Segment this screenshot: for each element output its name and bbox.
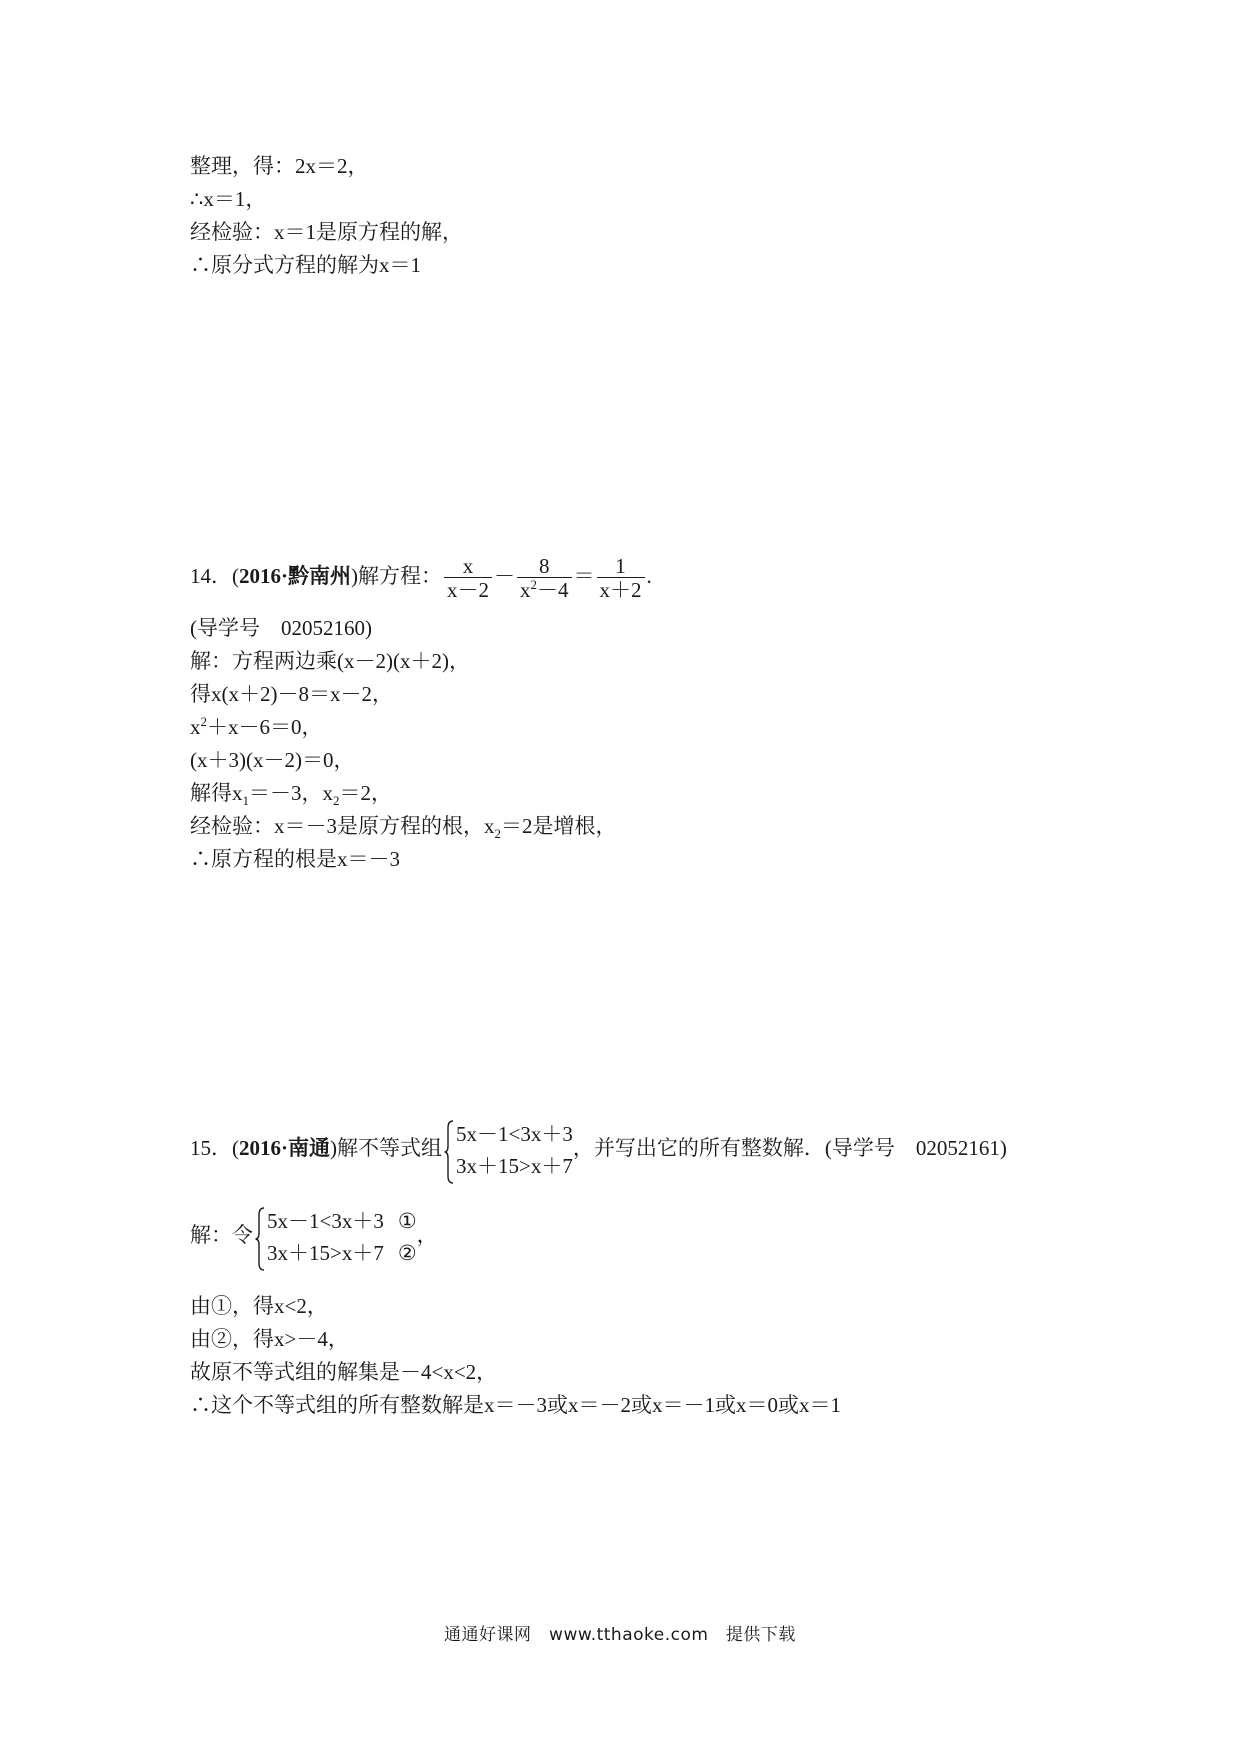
q15-inequality-system (444, 1118, 573, 1182)
left-brace-icon (444, 1120, 454, 1184)
q14-fraction-3: $\frac{1}{x+2}$ (597, 555, 645, 602)
q15-step-2: 由②，得x>－4， (190, 1327, 349, 1351)
q14-number: 14．( (190, 564, 239, 588)
q14-period: . (646, 564, 652, 588)
prev-line-3: 经检验：x＝1是原方程的解， (190, 220, 463, 244)
q15-inequality-2: 3x＋15>x＋7 (456, 1154, 573, 1178)
q14-step-1: 解：方程两边乘(x－2)(x＋2)， (190, 649, 470, 673)
q14-step-2: 得x(x＋2)－8＝x－2， (190, 682, 393, 706)
q15-number: 15．( (190, 1135, 239, 1160)
q14-step-4: (x＋3)(x－2)＝0， (190, 748, 355, 772)
prev-line-2: ∴x＝1， (190, 187, 267, 211)
q15-tail: ，并写出它的所有整数解．(导学号 02052161) (572, 1135, 1007, 1160)
q15-label: )解不等式组 (330, 1135, 443, 1160)
prev-line-1: 整理，得：2x＝2， (190, 154, 369, 178)
q14-fraction-2: $\frac{8}{x^2-4}$ (517, 555, 572, 602)
q15-step-1: 由①，得x<2， (190, 1294, 328, 1318)
page-footer: 通通好课网 www.tthaoke.com 提供下载 (444, 1625, 796, 1645)
q14-minus: － (494, 564, 516, 588)
prev-line-4: ∴原分式方程的解为x＝1 (190, 253, 421, 277)
q15-step-4: ∴这个不等式组的所有整数解是x＝－3或x＝－2或x＝－1或x＝0或x＝1 (190, 1393, 841, 1417)
q14-fraction-1: $\frac{x}{x-2}$ (444, 555, 492, 602)
q14-guide-number: (导学号 02052160) (190, 616, 372, 640)
q15-heading (190, 1118, 1007, 1182)
q14-step-5: 解得$x_1=-3$，$x_2=2$， (190, 781, 392, 809)
q14-step-6: 经检验：x＝－3是原方程的根，$x_2=2$是增根， (190, 814, 617, 842)
q15-inequality-1: 5x－1<3x＋3 (456, 1122, 573, 1146)
q14-heading (190, 548, 652, 604)
q14-source: 2016·黔南州 (239, 564, 352, 588)
q15-solution-system (255, 1205, 417, 1269)
q14-equals: ＝ (573, 564, 595, 588)
q15-source: 2016·南通 (239, 1135, 331, 1160)
q14-step-7: ∴原方程的根是x＝－3 (190, 847, 400, 871)
q14-label: )解方程： (351, 564, 443, 588)
q14-step-3: $x^2+x-6=0$， (190, 714, 323, 739)
q15-step-3: 故原不等式组的解集是－4<x<2， (190, 1360, 498, 1384)
q15-solution-ineq-1: 5x－1<3x＋3 ① (267, 1209, 417, 1233)
left-brace-icon (255, 1207, 265, 1271)
q15-solution-ineq-2: 3x＋15>x＋7 ② (267, 1241, 417, 1265)
q15-solution-setup: 解：令 5x－1<3x＋3 ① 3x＋15>x＋7 ② ， (190, 1205, 438, 1269)
